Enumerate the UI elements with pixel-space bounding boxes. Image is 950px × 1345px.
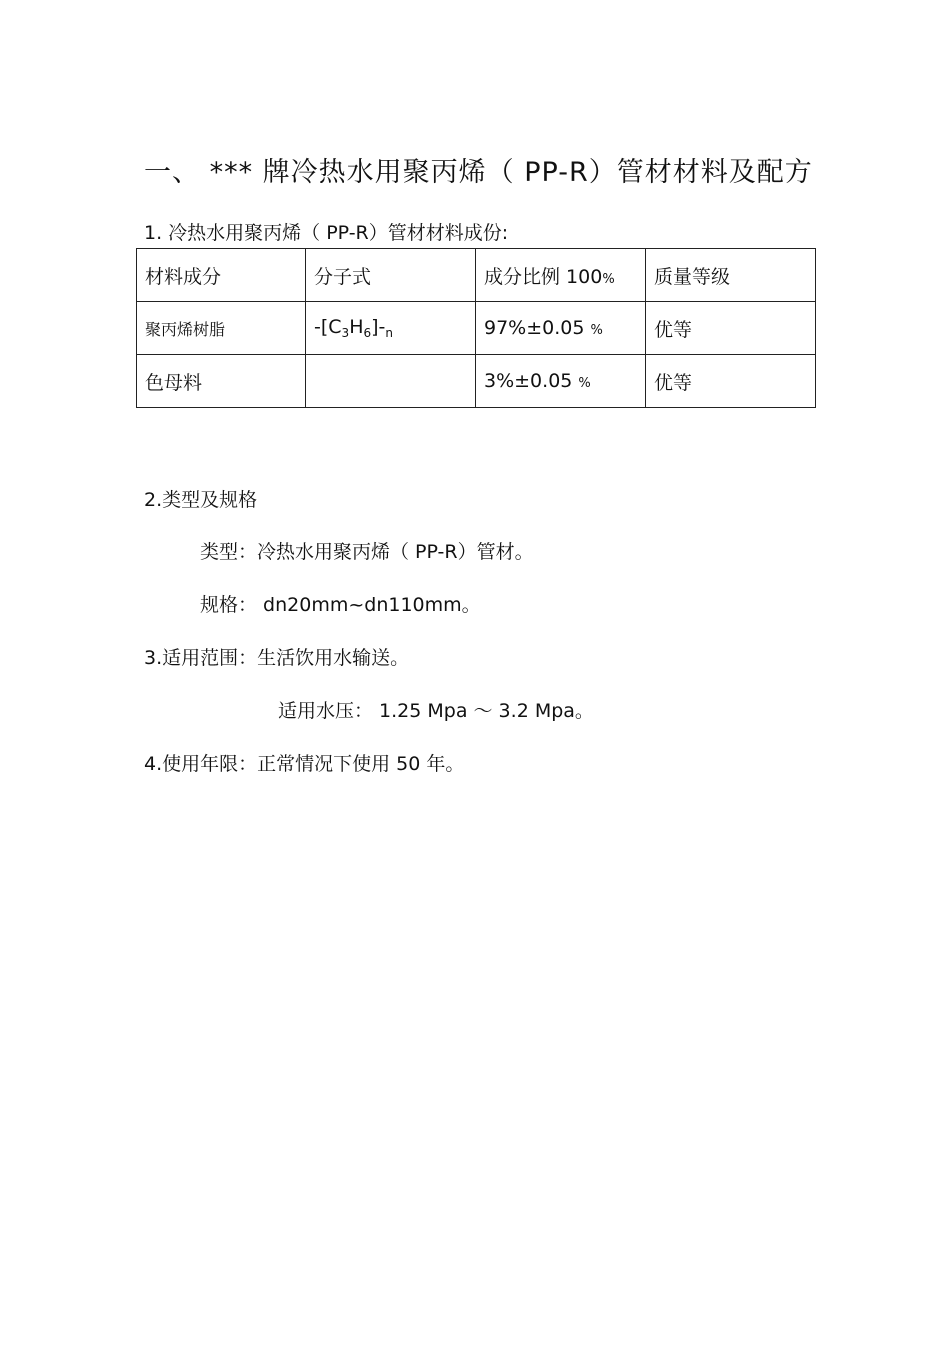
table-row bbox=[137, 355, 816, 408]
section-1-heading: 1. 冷热水用聚丙烯（ PP-R）管材材料成份: bbox=[144, 222, 509, 244]
header-formula: 分子式 bbox=[306, 249, 476, 302]
section-4-heading: 4.使用年限：正常情况下使用 50 年。 bbox=[144, 753, 465, 775]
spec-line: 规格： dn20mm~dn110mm。 bbox=[200, 594, 481, 616]
cell-ratio bbox=[476, 355, 646, 408]
ratio-pct: % bbox=[590, 323, 603, 338]
formula-sub-6: 6 bbox=[363, 326, 372, 340]
formula-sub-n: n bbox=[385, 326, 394, 340]
cell-material: 聚丙烯树脂 bbox=[137, 302, 306, 355]
material-composition-table bbox=[136, 248, 816, 408]
formula-suffix: ]- bbox=[371, 316, 386, 338]
document-title: 一、 *** 牌冷热水用聚丙烯（ PP-R）管材材料及配方 bbox=[144, 157, 813, 188]
type-line: 类型：冷热水用聚丙烯（ PP-R）管材。 bbox=[200, 541, 534, 563]
ratio-pct: % bbox=[578, 376, 591, 391]
section-3-heading: 3.适用范围：生活饮用水输送。 bbox=[144, 647, 410, 669]
header-material: 材料成分 bbox=[137, 249, 306, 302]
cell-formula bbox=[306, 355, 476, 408]
pressure-line: 适用水压： 1.25 Mpa ～ 3.2 Mpa。 bbox=[278, 700, 594, 722]
header-grade: 质量等级 bbox=[646, 249, 816, 302]
cell-formula bbox=[306, 302, 476, 355]
cell-grade: 优等 bbox=[646, 355, 816, 408]
table-row bbox=[137, 302, 816, 355]
header-ratio bbox=[476, 249, 646, 302]
ratio-text: 3%±0.05 bbox=[484, 370, 573, 392]
cell-ratio bbox=[476, 302, 646, 355]
formula-mid: H bbox=[349, 316, 364, 338]
cell-grade: 优等 bbox=[646, 302, 816, 355]
section-2-heading: 2.类型及规格 bbox=[144, 489, 258, 511]
header-ratio-text: 成分比例 100 bbox=[484, 265, 603, 288]
cell-material: 色母料 bbox=[137, 355, 306, 408]
table-header-row bbox=[137, 249, 816, 302]
formula-sub-3: 3 bbox=[341, 326, 350, 340]
header-ratio-pct: % bbox=[602, 271, 615, 287]
ratio-text: 97%±0.05 bbox=[484, 317, 585, 339]
formula-prefix: -[C bbox=[314, 316, 342, 338]
